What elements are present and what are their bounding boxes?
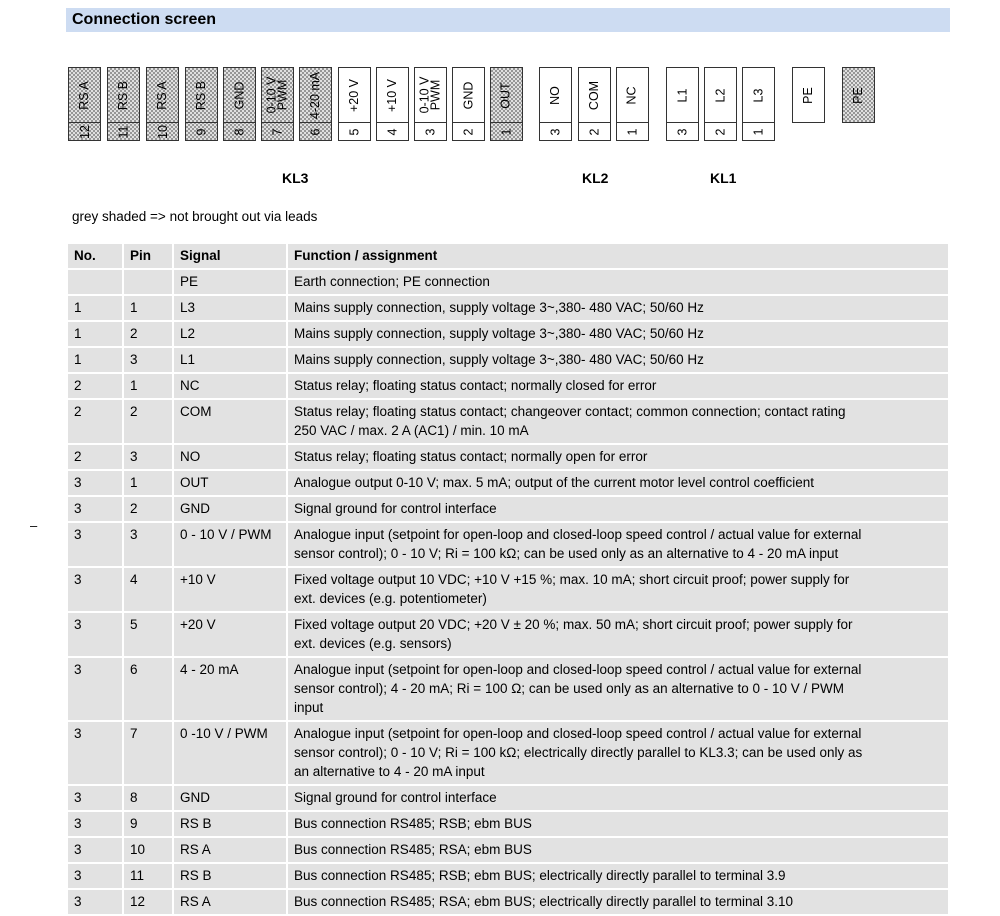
terminal-pin (743, 122, 774, 141)
group-label-kl3: KL3 (282, 170, 309, 186)
table-row (67, 567, 949, 612)
terminal-signal-text: PE (851, 86, 865, 104)
group-label-kl1: KL1 (710, 170, 737, 186)
cell-no: 3 (67, 785, 123, 811)
cell-pin: 1 (123, 373, 173, 399)
cell-signal: 0 -10 V / PWM (173, 721, 287, 785)
cell-no: 1 (67, 347, 123, 373)
cell-function: Status relay; floating status contact; normally open for error (287, 444, 949, 470)
cell-pin: 9 (123, 811, 173, 837)
terminal-box (452, 67, 485, 141)
terminal-pin-text: 3 (423, 128, 438, 136)
terminal-pin-text: 2 (713, 128, 728, 136)
terminal-box (666, 67, 699, 141)
cell-pin: 5 (123, 612, 173, 657)
cell-pin: 3 (123, 444, 173, 470)
terminal-pin (224, 122, 255, 141)
cell-function: Fixed voltage output 20 VDC; +20 V ± 20 %; max. 50 mA; short circuit proof; power supply for ext. devices (e.g. sensors) (287, 612, 949, 657)
terminal-box (185, 67, 218, 141)
cell-function: Status relay; floating status contact; normally closed for error (287, 373, 949, 399)
terminal-signal-text: OUT (498, 81, 513, 109)
terminal-signal-text: RS A (77, 80, 91, 110)
terminal-box (376, 67, 409, 141)
cell-no: 3 (67, 567, 123, 612)
margin-dash: – (30, 518, 38, 533)
terminal-signal-text: 0-10 V PWM (417, 76, 443, 114)
cell-function: Fixed voltage output 10 VDC; +10 V +15 %; max. 10 mA; short circuit proof; power supply for ext. devices (e.g. potentiometer) (287, 567, 949, 612)
terminal-signal-text: GND (232, 81, 246, 109)
cell-function: Bus connection RS485; RSA; ebm BUS; electrically directly parallel to terminal 3.10 (287, 889, 949, 915)
cell-no: 1 (67, 295, 123, 321)
terminal-signal (793, 68, 824, 122)
terminal-pin-text: 11 (116, 125, 131, 139)
table-row (67, 837, 949, 863)
cell-function: Mains supply connection, supply voltage 3~,380- 480 VAC; 50/60 Hz (287, 347, 949, 373)
terminal-signal-text: L1 (675, 88, 689, 102)
terminal-signal-text: RS A (155, 80, 169, 110)
terminal-pin-text: 4 (385, 128, 400, 136)
cell-signal: 4 - 20 mA (173, 657, 287, 721)
terminal-pin-text: 9 (194, 128, 209, 136)
cell-no: 3 (67, 721, 123, 785)
table-row (67, 269, 949, 295)
cell-function: Status relay; floating status contact; changeover contact; common connection; contact rating 250 VAC / max. 2 A (AC1) / min. 10 mA (287, 399, 949, 444)
terminal-signal-text: GND (461, 81, 475, 109)
terminal-signal (843, 68, 874, 122)
cell-no: 3 (67, 889, 123, 915)
header-no: No. (67, 243, 123, 269)
group-label-kl2: KL2 (582, 170, 609, 186)
table-row (67, 321, 949, 347)
table-row (67, 470, 949, 496)
terminal-signal-text: 0-10 V PWM (264, 76, 290, 114)
terminal-box (299, 67, 332, 141)
cell-no (67, 269, 123, 295)
terminal-signal (415, 68, 446, 122)
cell-pin: 10 (123, 837, 173, 863)
terminal-pin-text: 2 (461, 128, 476, 136)
cell-function: Signal ground for control interface (287, 496, 949, 522)
terminal-box (578, 67, 611, 141)
cell-function: Signal ground for control interface (287, 785, 949, 811)
table-row (67, 444, 949, 470)
cell-pin: 6 (123, 657, 173, 721)
terminal-box (261, 67, 294, 141)
cell-no: 3 (67, 522, 123, 567)
terminal-pin-text: 1 (751, 128, 766, 136)
cell-no: 3 (67, 496, 123, 522)
table-header-row (67, 243, 949, 269)
terminal-pin (262, 122, 293, 141)
cell-signal: RS B (173, 811, 287, 837)
table-row (67, 657, 949, 721)
table-row (67, 612, 949, 657)
cell-signal: NO (173, 444, 287, 470)
terminal-box (414, 67, 447, 141)
legend-note: grey shaded => not brought out via leads (72, 209, 318, 224)
cell-function: Analogue output 0-10 V; max. 5 mA; output of the current motor level control coefficient (287, 470, 949, 496)
table-row (67, 347, 949, 373)
terminal-signal (540, 68, 571, 122)
terminal-signal (743, 68, 774, 122)
cell-function: Bus connection RS485; RSA; ebm BUS (287, 837, 949, 863)
section-title: Connection screen (66, 8, 950, 32)
cell-pin: 12 (123, 889, 173, 915)
terminal-pin-text: 5 (347, 128, 362, 136)
cell-no: 2 (67, 399, 123, 444)
table-row (67, 496, 949, 522)
terminal-box (490, 67, 523, 141)
header-function: Function / assignment (287, 243, 949, 269)
terminal-pin (339, 122, 370, 141)
terminal-pin-text: 1 (625, 128, 640, 136)
cell-signal: COM (173, 399, 287, 444)
cell-function: Earth connection; PE connection (287, 269, 949, 295)
cell-signal: L2 (173, 321, 287, 347)
cell-pin: 1 (123, 470, 173, 496)
cell-signal: NC (173, 373, 287, 399)
terminal-box (68, 67, 101, 141)
connection-table (66, 242, 950, 916)
cell-signal: GND (173, 496, 287, 522)
terminal-signal-text: L2 (713, 88, 727, 102)
cell-no: 3 (67, 811, 123, 837)
terminal-signal (108, 68, 139, 122)
terminal-box (338, 67, 371, 141)
cell-function: Analogue input (setpoint for open-loop and closed-loop speed control / actual value for external sensor control); 0 - 10 V; Ri = 100 kΩ; can be used only as an alternative to 4 - 20 mA input (287, 522, 949, 567)
cell-pin (123, 269, 173, 295)
terminal-box (539, 67, 572, 141)
terminal-signal (186, 68, 217, 122)
terminal-pin-text: 8 (232, 128, 247, 136)
terminal-signal (377, 68, 408, 122)
table-row (67, 785, 949, 811)
cell-signal: RS B (173, 863, 287, 889)
terminal-box (146, 67, 179, 141)
cell-signal: L1 (173, 347, 287, 373)
terminal-box (704, 67, 737, 141)
table-row (67, 373, 949, 399)
terminal-pin (415, 122, 446, 141)
header-signal: Signal (173, 243, 287, 269)
terminal-signal (69, 68, 100, 122)
terminal-signal (224, 68, 255, 122)
cell-pin: 2 (123, 496, 173, 522)
terminal-pin-text: 10 (155, 125, 170, 139)
terminal-pin-text: 3 (675, 128, 690, 136)
cell-pin: 7 (123, 721, 173, 785)
cell-no: 3 (67, 612, 123, 657)
cell-pin: 4 (123, 567, 173, 612)
terminal-box (792, 67, 825, 123)
terminal-signal (453, 68, 484, 122)
terminal-signal-text: 4-20 mA (308, 71, 322, 119)
terminal-signal-text: PE (801, 86, 815, 104)
table-row (67, 522, 949, 567)
cell-pin: 1 (123, 295, 173, 321)
cell-pin: 11 (123, 863, 173, 889)
cell-no: 2 (67, 444, 123, 470)
terminal-box (842, 67, 875, 123)
terminal-signal (491, 68, 522, 122)
table-row (67, 811, 949, 837)
cell-signal: RS A (173, 889, 287, 915)
terminal-pin-text: 12 (77, 125, 92, 139)
table-row (67, 721, 949, 785)
terminal-pin-text: 2 (587, 128, 602, 136)
cell-signal: +20 V (173, 612, 287, 657)
cell-signal: L3 (173, 295, 287, 321)
cell-function: Bus connection RS485; RSB; ebm BUS (287, 811, 949, 837)
cell-function: Analogue input (setpoint for open-loop and closed-loop speed control / actual value for external sensor control); 0 - 10 V; Ri = 100 kΩ; electrically directly parallel to KL3.3; can be used only as an alternative to 4 - 20 mA input (287, 721, 949, 785)
terminal-signal-text: RS B (116, 80, 130, 110)
terminal-pin (377, 122, 408, 141)
terminal-signal (300, 68, 331, 122)
terminal-pin (667, 122, 698, 141)
terminal-pin (617, 122, 648, 141)
terminal-pin-text: 7 (270, 128, 285, 136)
terminal-signal-text: L3 (751, 88, 765, 102)
cell-pin: 3 (123, 347, 173, 373)
terminal-pin (705, 122, 736, 141)
cell-no: 3 (67, 657, 123, 721)
terminal-pin (453, 122, 484, 141)
cell-pin: 2 (123, 399, 173, 444)
cell-signal: GND (173, 785, 287, 811)
terminal-signal (579, 68, 610, 122)
cell-signal: PE (173, 269, 287, 295)
cell-function: Mains supply connection, supply voltage 3~,380- 480 VAC; 50/60 Hz (287, 321, 949, 347)
cell-no: 3 (67, 863, 123, 889)
terminal-signal (617, 68, 648, 122)
terminal-signal-text: +20 V (347, 78, 362, 112)
cell-function: Analogue input (setpoint for open-loop and closed-loop speed control / actual value for external sensor control); 4 - 20 mA; Ri = 100 Ω; can be used only as an alternative to 0 - 10 V / PWM input (287, 657, 949, 721)
terminal-diagram (0, 0, 1000, 200)
cell-no: 1 (67, 321, 123, 347)
terminal-signal-text: RS B (194, 80, 208, 110)
terminal-pin (491, 122, 522, 141)
header-pin: Pin (123, 243, 173, 269)
terminal-signal (705, 68, 736, 122)
terminal-box (742, 67, 775, 141)
cell-signal: 0 - 10 V / PWM (173, 522, 287, 567)
table-row (67, 295, 949, 321)
cell-signal: RS A (173, 837, 287, 863)
cell-function: Mains supply connection, supply voltage 3~,380- 480 VAC; 50/60 Hz (287, 295, 949, 321)
table-row (67, 889, 949, 915)
cell-signal: +10 V (173, 567, 287, 612)
terminal-box (223, 67, 256, 141)
terminal-signal-text: NC (625, 85, 639, 105)
terminal-signal (667, 68, 698, 122)
cell-pin: 3 (123, 522, 173, 567)
terminal-signal (262, 68, 293, 122)
terminal-signal-text: NO (548, 85, 562, 105)
terminal-pin (300, 122, 331, 141)
terminal-box (616, 67, 649, 141)
cell-pin: 8 (123, 785, 173, 811)
terminal-pin-text: 1 (499, 128, 514, 136)
terminal-pin (69, 122, 100, 141)
cell-signal: OUT (173, 470, 287, 496)
terminal-pin (540, 122, 571, 141)
terminal-pin-text: 6 (308, 128, 323, 136)
terminal-pin-text: 3 (548, 128, 563, 136)
terminal-pin (147, 122, 178, 141)
terminal-signal-text: +10 V (385, 78, 400, 112)
cell-pin: 2 (123, 321, 173, 347)
terminal-pin (108, 122, 139, 141)
cell-no: 3 (67, 837, 123, 863)
terminal-signal-text: COM (586, 80, 601, 110)
terminal-signal (147, 68, 178, 122)
terminal-signal (339, 68, 370, 122)
terminal-pin (579, 122, 610, 141)
table-row (67, 399, 949, 444)
cell-function: Bus connection RS485; RSB; ebm BUS; electrically directly parallel to terminal 3.9 (287, 863, 949, 889)
terminal-pin (186, 122, 217, 141)
terminal-box (107, 67, 140, 141)
table-row (67, 863, 949, 889)
cell-no: 3 (67, 470, 123, 496)
cell-no: 2 (67, 373, 123, 399)
